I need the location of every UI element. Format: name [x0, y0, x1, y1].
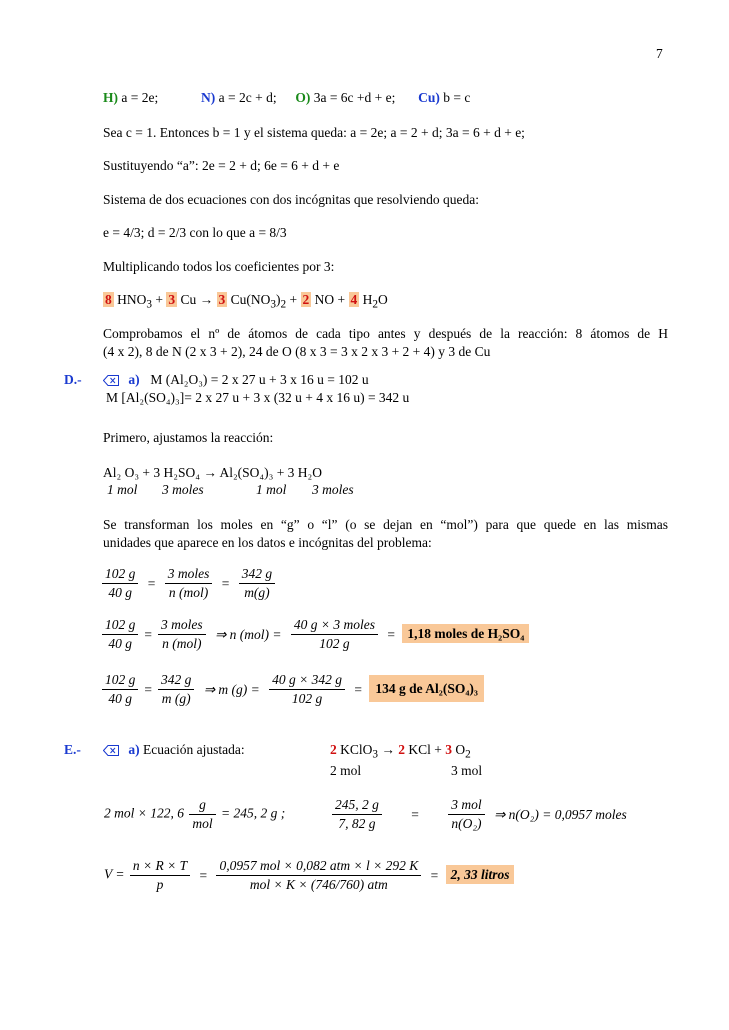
implies: ⇒ m (g) = — [203, 681, 260, 697]
part-a-label: a) — [128, 372, 140, 387]
balance-equations — [103, 90, 470, 106]
coefficient: 3 — [168, 292, 176, 307]
expression: = 245, 2 g ; — [221, 805, 286, 821]
transform-text-1: Se transforman los moles en “g” o “l” (o se dejan en “mol”) para que quede en las mismas — [103, 517, 668, 532]
section-e-a — [103, 742, 245, 758]
numerator: 102 g — [102, 617, 138, 635]
subscript: 2 — [372, 298, 379, 311]
d-mol-4: 3 moles — [312, 482, 354, 497]
part-a-label: a) — [128, 742, 140, 757]
fraction — [216, 858, 421, 893]
plus: + — [286, 292, 301, 307]
equals: = — [147, 575, 156, 591]
d-mol-1: 1 mol — [107, 482, 138, 497]
fraction — [332, 797, 382, 832]
result-box: 134 g de Al₂(SO₄)₃ — [369, 675, 484, 702]
denominator: 102 g — [319, 636, 350, 651]
formula: Cu(NO — [230, 292, 271, 307]
delete-key-icon — [103, 375, 119, 386]
implies: ⇒ n (mol) = — [215, 626, 282, 642]
formula: H — [362, 292, 373, 307]
substitution-text: Sustituyendo “a”: 2e = 2 + d; 6e = 6 + d + e — [103, 158, 340, 173]
expression: 2 mol × 122, 6 — [104, 805, 184, 821]
e-mol-2: 3 mol — [451, 763, 483, 778]
d-reaction: Al₂ O₃ + 3 H₂SO₄ → Al₂(SO₄)₃ + 3 H₂O — [103, 465, 323, 480]
d-mol-2: 3 moles — [162, 482, 204, 497]
fraction — [102, 672, 138, 707]
subscript: 3 — [146, 298, 152, 311]
balanced-reaction — [103, 292, 388, 311]
fraction — [269, 672, 345, 707]
fraction — [102, 566, 138, 601]
numerator: g — [189, 797, 215, 815]
coefficient: 3 — [218, 292, 226, 307]
numerator: 102 g — [102, 672, 138, 690]
formula: O — [378, 292, 388, 307]
subscript: 2 — [465, 748, 471, 761]
result-box: 1,18 moles de H₂SO₄ — [402, 624, 529, 643]
denominator: 40 g — [108, 691, 132, 706]
equals: = — [411, 806, 419, 822]
molar-mass-2: M [Al₂(SO₄)₃]= 2 x 27 u + 3 x (32 u + 4 x 16 u) = 342 u — [106, 390, 410, 405]
e-calc-1-ratio — [330, 797, 631, 832]
e-reaction — [330, 742, 471, 761]
fraction — [239, 566, 275, 601]
coefficient: 2 — [330, 742, 337, 757]
check-text-1: Comprobamos el nº de átomos de cada tipo antes y después de la reacción: 8 átomos de H — [103, 326, 668, 341]
denominator: p — [156, 877, 164, 892]
numerator: 3 mol — [448, 797, 484, 815]
denominator: 102 g — [291, 691, 323, 706]
coefficient: 4 — [350, 292, 358, 307]
denominator: 40 g — [108, 636, 132, 651]
section-d-a — [103, 372, 369, 388]
expression: V = — [104, 866, 125, 882]
arrow-icon: → — [199, 292, 214, 307]
formula: KCl + — [408, 742, 446, 757]
o-equation: 3a = 6c +d + e; — [313, 90, 396, 105]
coefficient: 8 — [105, 292, 112, 307]
arrow-icon: → — [381, 742, 395, 757]
calc-moles-h2so4: $\frac{102 g}{40 g}$ = $\frac{\text{3 moles}}{\text{n (mol)}}$ ⇒ n (mol) = $\frac{\text{40 g × 3 moles}}{102 g}$ = 1,18 moles de H₂SO₄ — [100, 617, 529, 652]
check-text-2: (4 x 2), 8 de N (2 x 3 + 2), 24 de O (8 x 3 = 3 x 2 x 3 + 2 + 4) y 3 de Cu — [103, 344, 491, 359]
h-equation: a = 2e; — [121, 90, 159, 105]
e-mol-1: 2 mol — [330, 763, 362, 778]
fraction — [448, 797, 484, 832]
numerator: 0,0957 mol × 0,082 atm × l × 292 K — [216, 858, 421, 876]
numerator: 342 g — [158, 672, 194, 690]
o-label: O) — [295, 90, 311, 105]
coefficient: 2 — [398, 742, 406, 757]
fraction — [291, 617, 378, 652]
formula: HNO — [117, 292, 147, 307]
h-label: H) — [103, 90, 118, 105]
cu-equation: b = c — [443, 90, 471, 105]
implies: ⇒ n(O₂) = 0,0957 moles — [494, 806, 627, 822]
cu-label: Cu) — [418, 90, 440, 105]
adjust-text: Primero, ajustamos la reacción: — [103, 430, 274, 445]
denominator: n(O₂) — [451, 816, 482, 831]
transform-text-2: unidades que aparece en los datos e incógnitas del problema: — [103, 535, 432, 550]
e-calc-1 — [104, 797, 285, 832]
adjusted-equation-label: Ecuación ajustada: — [143, 742, 245, 757]
molar-mass-1: M (Al₂O₃) = 2 x 27 u + 3 x 16 u = 102 u — [150, 372, 369, 387]
subscript: 3 — [270, 298, 277, 311]
equals: = — [221, 575, 230, 591]
formula: Cu — [180, 292, 197, 307]
coefficient: 2 — [302, 292, 310, 307]
numerator: 40 g × 3 moles — [291, 617, 378, 635]
fraction — [165, 566, 213, 601]
denominator: 40 g — [108, 585, 132, 600]
formula: O — [455, 742, 466, 757]
denominator: n (mol) — [168, 585, 209, 600]
e-calc-volume: V = $\frac{n \times R \times T}{p}$ = $\frac{\text{0,0957 mol × 0,082 atm × l × 292 K}}{\text{mol × K × (746/760) atm}}$ = 2, 33 litros — [104, 858, 514, 893]
proportion — [100, 566, 277, 601]
n-label: N) — [200, 90, 216, 105]
numerator: 3 moles — [165, 566, 213, 584]
formula: ) — [276, 292, 281, 307]
numerator: n × R × T — [130, 858, 190, 876]
calc-mass-al2so43: $\frac{102 g}{40 g}$ = $\frac{342 g}{m (g)}$ ⇒ m (g) = $\frac{40 g \times 342 g}{102 g}$ = 134 g de Al₂(SO₄)₃ — [100, 672, 484, 707]
formula: NO — [314, 292, 335, 307]
delete-key-icon — [103, 745, 119, 756]
fraction — [158, 617, 206, 652]
numerator: 245, 2 g — [332, 797, 382, 815]
fraction — [158, 672, 194, 707]
subscript: 2 — [280, 298, 287, 311]
numerator: 40 g × 342 g — [269, 672, 345, 690]
fraction — [189, 797, 215, 832]
section-e-label: E.- — [64, 742, 81, 757]
subscript: 3 — [372, 748, 379, 761]
coefficient: 3 — [445, 742, 453, 757]
plus: + — [152, 292, 167, 307]
n-equation: a = 2c + d; — [218, 90, 277, 105]
multiply-text: Multiplicando todos los coeficientes por 3: — [103, 259, 335, 274]
numerator: 102 g — [102, 566, 138, 584]
fraction — [130, 858, 190, 893]
fraction — [102, 617, 138, 652]
denominator: n (mol) — [162, 636, 202, 651]
denominator: m(g) — [244, 585, 270, 600]
plus: + — [334, 292, 349, 307]
page-number: 7 — [656, 46, 663, 61]
solution-text: e = 4/3; d = 2/3 con lo que a = 8/3 — [103, 225, 287, 240]
numerator: 342 g — [239, 566, 275, 584]
system-text: Sea c = 1. Entonces b = 1 y el sistema queda: a = 2e; a = 2 + d; 3a = 6 + d + e; — [103, 125, 525, 140]
section-d-label: D.- — [64, 372, 82, 387]
result-box: 2, 33 litros — [446, 865, 515, 884]
denominator: mol — [192, 816, 213, 831]
system-two-text: Sistema de dos ecuaciones con dos incógnitas que resolviendo queda: — [103, 192, 480, 207]
denominator: 7, 82 g — [338, 816, 376, 831]
d-mol-3: 1 mol — [256, 482, 287, 497]
formula: KClO — [340, 742, 373, 757]
denominator: m (g) — [161, 691, 191, 706]
numerator: 3 moles — [158, 617, 206, 635]
denominator: mol × K × (746/760) atm — [249, 877, 388, 892]
